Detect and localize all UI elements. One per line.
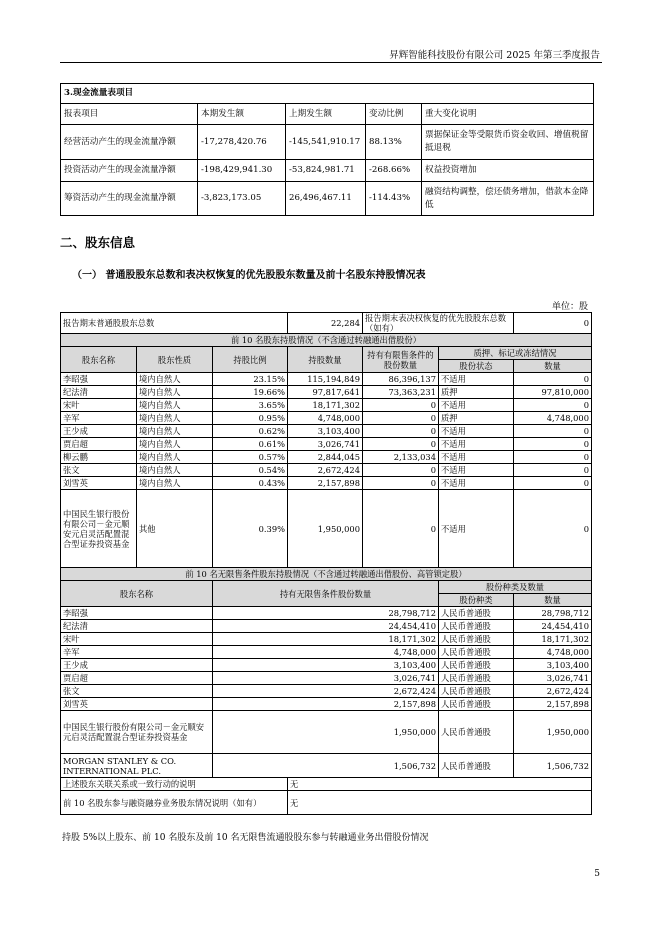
cell-share-status: 不适用	[439, 477, 514, 490]
cell-share-status: 不适用	[439, 451, 514, 464]
cell-change: 88.13%	[366, 125, 422, 160]
cell-holding-ratio: 19.66%	[213, 386, 288, 399]
cell-item: 投资活动产生的现金流量净额	[61, 160, 198, 182]
cell-holding-ratio: 0.43%	[213, 477, 288, 490]
cash-flow-section-title: 3.现金流量表项目	[61, 84, 594, 104]
cell-holder-name: 王少成	[61, 659, 213, 672]
total-shareholders-value: 22,284	[288, 313, 363, 334]
cell-unrestricted-qty: 1,506,732	[213, 754, 439, 778]
cell-share-type: 人民币普通股	[439, 659, 514, 672]
cell-holder-name: 刘雪英	[61, 698, 213, 711]
cell-share-type: 人民币普通股	[439, 633, 514, 646]
cell-share-status: 不适用	[439, 373, 514, 386]
pref-shareholders-value: 0	[514, 313, 592, 334]
column-header: 持有有限售条件的股份数量	[363, 347, 439, 373]
table-row	[61, 698, 592, 711]
cell-previous: 26,496,467.11	[286, 182, 366, 216]
cell-share-qty: 28,798,712	[514, 607, 592, 620]
cell-previous: -53,824,981.71	[286, 160, 366, 182]
cell-share-qty: 2,672,424	[514, 685, 592, 698]
cell-share-status: 质押	[439, 386, 514, 399]
cell-holding-qty: 2,157,898	[288, 477, 363, 490]
cell-current: -198,429,941.30	[198, 160, 286, 182]
cell-unrestricted-qty: 2,672,424	[213, 685, 439, 698]
cell-unrestricted-qty: 24,454,410	[213, 620, 439, 633]
column-header: 变动比例	[366, 104, 422, 125]
cell-holder-name: 纪法清	[61, 386, 137, 399]
cell-holder-name: MORGAN STANLEY & CO. INTERNATIONAL PLC.	[61, 754, 213, 778]
cell-reason: 票据保证金等受限货币资金收回、增值税留抵退税	[422, 125, 594, 160]
cell-unrestricted-qty: 3,026,741	[213, 672, 439, 685]
column-header: 数量	[514, 594, 592, 607]
unrestricted-title: 前 10 名无限售条件股东持股情况（不含通过转融通出借股份、高管锁定股）	[61, 568, 592, 581]
cell-holder-name: 贾启超	[61, 672, 213, 685]
cell-share-qty: 4,748,000	[514, 646, 592, 659]
cell-holder-nature: 境内自然人	[137, 438, 213, 451]
table-row	[61, 399, 592, 412]
column-header: 持股比例	[213, 347, 288, 373]
cell-holder-name: 贾启超	[61, 438, 137, 451]
cell-restricted-qty: 0	[363, 399, 439, 412]
cell-holding-qty: 4,748,000	[288, 412, 363, 425]
report-header-title: 昇辉智能科技股份有限公司 2025 年第三季度报告	[389, 50, 600, 61]
table-row	[61, 438, 592, 451]
subsection-title: （一） 普通股股东总数和表决权恢复的优先股股东数量及前十名股东持股情况表	[72, 270, 426, 281]
table-row	[61, 451, 592, 464]
cell-holding-qty: 2,672,424	[288, 464, 363, 477]
cell-holder-name: 张文	[61, 464, 137, 477]
cell-holding-ratio: 0.95%	[213, 412, 288, 425]
table-row	[61, 646, 592, 659]
cell-holder-nature: 境内自然人	[137, 386, 213, 399]
cell-holder-name: 王少成	[61, 425, 137, 438]
cell-share-qty: 1,506,732	[514, 754, 592, 778]
table-row	[61, 182, 594, 216]
cell-holding-qty: 3,103,400	[288, 425, 363, 438]
cell-share-type: 人民币普通股	[439, 754, 514, 778]
column-header: 股东名称	[61, 581, 213, 607]
table-row	[61, 373, 592, 386]
column-header: 报表项目	[61, 104, 198, 125]
cell-item: 经营活动产生的现金流量净额	[61, 125, 198, 160]
column-header: 股东性质	[137, 347, 213, 373]
cell-holding-qty: 115,194,849	[288, 373, 363, 386]
column-header: 股份种类及数量	[439, 581, 592, 594]
column-header: 股份种类	[439, 594, 514, 607]
section-title: 二、股东信息	[60, 235, 136, 250]
cell-holding-qty: 2,844,045	[288, 451, 363, 464]
cell-holder-name: 柳云鹏	[61, 451, 137, 464]
cell-holder-nature: 境内自然人	[137, 373, 213, 386]
cell-holder-name: 辛军	[61, 412, 137, 425]
cell-holder-nature: 境内自然人	[137, 464, 213, 477]
page-number: 5	[594, 869, 600, 879]
column-header: 重大变化说明	[422, 104, 594, 125]
top10-title: 前 10 名股东持股情况（不含通过转融通出借股份）	[61, 334, 592, 347]
cell-pledge-qty: 0	[514, 451, 592, 464]
column-header: 数量	[514, 360, 592, 373]
cash-flow-table	[60, 83, 594, 216]
cell-share-type: 人民币普通股	[439, 672, 514, 685]
table-row	[61, 412, 592, 425]
cell-holder-nature: 境内自然人	[137, 477, 213, 490]
table-row	[61, 160, 594, 182]
table-row	[61, 685, 592, 698]
cell-holder-name: 刘雪英	[61, 477, 137, 490]
cell-pledge-qty: 4,748,000	[514, 412, 592, 425]
table-row	[61, 659, 592, 672]
cell-current: -17,278,420.76	[198, 125, 286, 160]
cell-holder-name: 宋叶	[61, 399, 137, 412]
cell-holding-qty: 1,950,000	[288, 490, 363, 568]
column-header: 股份状态	[439, 360, 514, 373]
column-header: 股东名称	[61, 347, 137, 373]
column-header: 上期发生额	[286, 104, 366, 125]
cell-share-status: 不适用	[439, 464, 514, 477]
cell-change: -114.43%	[366, 182, 422, 216]
cell-unrestricted-qty: 3,103,400	[213, 659, 439, 672]
footer-note: 持股 5%以上股东、前 10 名股东及前 10 名无限售流通股股东参与转融通业务出借股份情况	[62, 833, 429, 843]
cell-share-type: 人民币普通股	[439, 711, 514, 754]
cell-pledge-qty: 0	[514, 399, 592, 412]
table-row	[61, 125, 594, 160]
table-row	[61, 477, 592, 490]
cell-holder-name: 宋叶	[61, 633, 213, 646]
margin-value: 无	[288, 791, 592, 815]
cell-holding-ratio: 0.62%	[213, 425, 288, 438]
cell-share-status: 不适用	[439, 438, 514, 451]
cell-item: 筹资活动产生的现金流量净额	[61, 182, 198, 216]
table-header-row	[61, 104, 594, 125]
cell-share-qty: 2,157,898	[514, 698, 592, 711]
cell-reason: 融资结构调整，偿还债务增加，借款本金降低	[422, 182, 594, 216]
cell-pledge-qty: 97,810,000	[514, 386, 592, 399]
cell-pledge-qty: 0	[514, 490, 592, 568]
cell-current: -3,823,173.05	[198, 182, 286, 216]
cell-holder-nature: 境内自然人	[137, 399, 213, 412]
cell-restricted-qty: 0	[363, 438, 439, 451]
table-row	[61, 711, 592, 754]
cell-holder-nature: 境内自然人	[137, 451, 213, 464]
cell-share-status: 不适用	[439, 490, 514, 568]
column-header: 持股数量	[288, 347, 363, 373]
table-row	[61, 607, 592, 620]
header-divider	[60, 62, 602, 63]
cell-holder-name: 中国民生银行股份有限公司－金元顺安元启灵活配置混合型证券投资基金	[61, 490, 137, 568]
table-row	[61, 425, 592, 438]
cell-share-status: 质押	[439, 412, 514, 425]
cell-restricted-qty: 0	[363, 490, 439, 568]
table-row	[61, 672, 592, 685]
table-row	[61, 490, 592, 568]
cell-holder-nature: 境内自然人	[137, 425, 213, 438]
cell-share-qty: 3,103,400	[514, 659, 592, 672]
cell-pledge-qty: 0	[514, 373, 592, 386]
cell-pledge-qty: 0	[514, 464, 592, 477]
cell-unrestricted-qty: 1,950,000	[213, 711, 439, 754]
cell-holding-qty: 97,817,641	[288, 386, 363, 399]
cell-pledge-qty: 0	[514, 438, 592, 451]
cell-restricted-qty: 0	[363, 425, 439, 438]
cell-holding-ratio: 0.57%	[213, 451, 288, 464]
table-row	[61, 754, 592, 778]
cell-holder-name: 李昭强	[61, 373, 137, 386]
column-header: 本期发生额	[198, 104, 286, 125]
cell-share-qty: 3,026,741	[514, 672, 592, 685]
cell-restricted-qty: 0	[363, 412, 439, 425]
cell-holder-name: 中国民生银行股份有限公司－金元顺安元启灵活配置混合型证券投资基金	[61, 711, 213, 754]
cell-holding-ratio: 3.65%	[213, 399, 288, 412]
cell-share-type: 人民币普通股	[439, 620, 514, 633]
related-label: 上述股东关联关系或一致行动的说明	[61, 778, 288, 791]
cell-holder-name: 纪法清	[61, 620, 213, 633]
cell-unrestricted-qty: 28,798,712	[213, 607, 439, 620]
cell-share-qty: 1,950,000	[514, 711, 592, 754]
cell-unrestricted-qty: 2,157,898	[213, 698, 439, 711]
total-shareholders-label: 报告期末普通股股东总数	[61, 313, 288, 334]
cell-unrestricted-qty: 4,748,000	[213, 646, 439, 659]
cell-holder-nature: 境内自然人	[137, 412, 213, 425]
cell-holding-qty: 18,171,302	[288, 399, 363, 412]
cell-holder-name: 辛军	[61, 646, 213, 659]
pref-shareholders-label: 报告期末表决权恢复的优先股股东总数（如有）	[363, 313, 514, 334]
cell-restricted-qty: 0	[363, 464, 439, 477]
cell-share-type: 人民币普通股	[439, 646, 514, 659]
cell-pledge-qty: 0	[514, 425, 592, 438]
column-header: 持有无限售条件股份数量	[213, 581, 439, 607]
cell-restricted-qty: 2,133,034	[363, 451, 439, 464]
table-row	[61, 464, 592, 477]
cell-restricted-qty: 73,363,231	[363, 386, 439, 399]
unit-label: 单位：股	[551, 302, 588, 312]
cell-share-type: 人民币普通股	[439, 698, 514, 711]
cell-holder-name: 李昭强	[61, 607, 213, 620]
shareholders-table	[60, 312, 592, 815]
table-row	[61, 620, 592, 633]
cell-share-type: 人民币普通股	[439, 607, 514, 620]
related-value: 无	[288, 778, 592, 791]
margin-label: 前 10 名股东参与融资融券业务股东情况说明（如有）	[61, 791, 288, 815]
cell-share-status: 不适用	[439, 399, 514, 412]
cell-reason: 权益投资增加	[422, 160, 594, 182]
cell-share-qty: 18,171,302	[514, 633, 592, 646]
cell-share-qty: 24,454,410	[514, 620, 592, 633]
cell-holder-name: 张文	[61, 685, 213, 698]
cell-restricted-qty: 0	[363, 477, 439, 490]
cell-previous: -145,541,910.17	[286, 125, 366, 160]
cell-share-status: 不适用	[439, 425, 514, 438]
cell-holder-nature: 其他	[137, 490, 213, 568]
cell-holding-ratio: 23.15%	[213, 373, 288, 386]
cell-change: -268.66%	[366, 160, 422, 182]
cell-holding-ratio: 0.54%	[213, 464, 288, 477]
cell-holding-qty: 3,026,741	[288, 438, 363, 451]
cell-share-type: 人民币普通股	[439, 685, 514, 698]
cell-holding-ratio: 0.39%	[213, 490, 288, 568]
cell-holding-ratio: 0.61%	[213, 438, 288, 451]
table-row	[61, 386, 592, 399]
column-header: 质押、标记或冻结情况	[439, 347, 592, 360]
cell-pledge-qty: 0	[514, 477, 592, 490]
cell-unrestricted-qty: 18,171,302	[213, 633, 439, 646]
cell-restricted-qty: 86,396,137	[363, 373, 439, 386]
table-row	[61, 633, 592, 646]
